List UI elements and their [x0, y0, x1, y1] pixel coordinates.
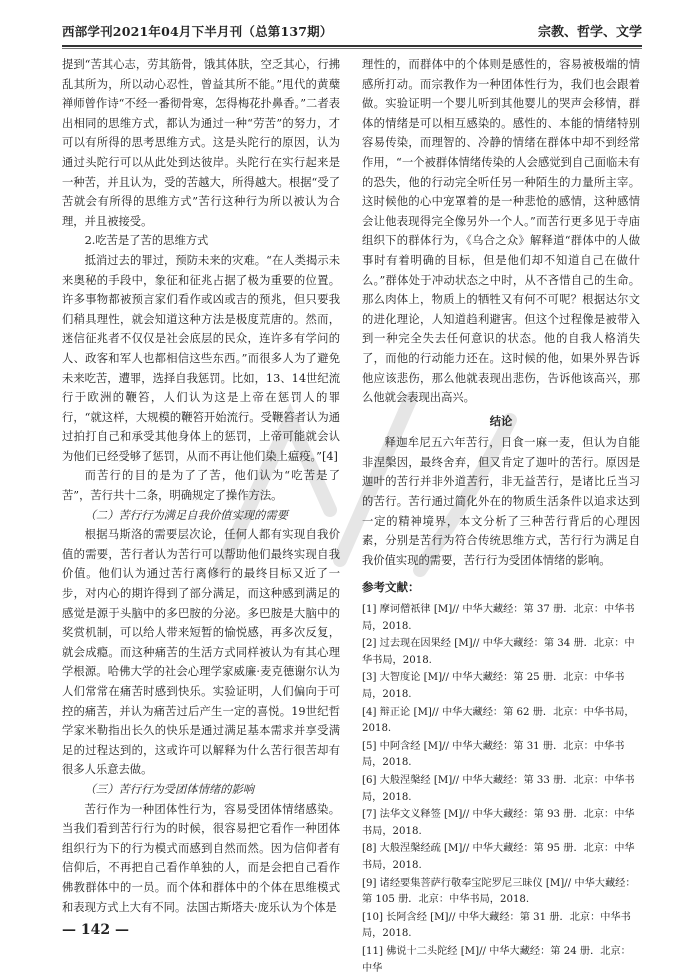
subheading: （二）苦行行为满足自我价值实现的需要: [84, 508, 288, 522]
reference-item: [6] 大般涅槃经 [M]// 中华大藏经：第 33 册．北京：中华书局，2018.: [362, 774, 635, 803]
reference-item: [5] 中阿含经 [M]// 中华大藏经：第 31 册．北京：中华书局，2018.: [362, 740, 625, 769]
paragraph: 释迦牟尼五六年苦行，日食一麻一麦，但认为自能非涅槃因，最终舍弃，但又肯定了迦叶的苦行。原因是迦叶的苦行并非外道苦行，非无益苦行，是诸比丘当习的苦行。苦行通过简化外在的物质生活条件以追求达到一定的精神境界，本文分析了三种苦行背后的心理因素，分别是苦行为符合传统思维方式，苦行行为满足自我价值实现的需要，苦行行为受团体情绪的影响。: [362, 436, 640, 567]
paragraph: 提到“苦其心志，劳其筋骨，饿其体肤，空乏其心，行拂乱其所为，所以动心忍性，曾益其所不能。”甩代的黄蘖禅师曾作诗“不经一番彻骨寒，怎得梅花扑鼻香。”二者表出相同的思维方式，都认为通过一种“劳苦”的努力，才可以有所得的思考思维方式。这是头陀行的原因，认为通过头陀行可以从此处到达彼岸。头陀行在实行起来是一种苦，并且认为，受的苦越大，所得越大。根据“受了苦就会有所得的思维方式”苦行这种行为所以被认为合理，并且被接受。: [62, 58, 340, 228]
reference-item: [7] 法华文义释签 [M]// 中华大藏经：第 93 册．北京：中华书局，2018.: [362, 809, 635, 837]
paragraph: 苦行作为一种团体性行为，容易受团体情绪感染。当我们看到苦行行为的时候，很容易把它看作一种团体组织行为下的行为模式而感到自然而然。因为信仰者有信仰后，不再把自己看作单独的人，而是会把自己看作佛教群体中的一员。而个体和群体中的个体在思维模式和表现方式上大有不同。法国古斯塔夫·庞乐认为个体是: [62, 802, 340, 914]
subheading: 2.吃苦是了苦的思维方式: [84, 234, 209, 248]
reference-item: [10] 长阿含经 [M]// 中华大藏经：第 31 册．北京：中华书局，2018.: [362, 911, 631, 940]
journal-title: 西部学刊2021年04月下半月刊（总第137期）: [62, 24, 333, 39]
reference-list: [362, 602, 640, 977]
references-heading: 参考文献：: [362, 580, 420, 595]
page-number: — 142 —: [62, 922, 129, 938]
header-rule: [62, 45, 642, 47]
subheading: （三）苦行行为受团体情绪的影响: [84, 782, 255, 796]
right-column: [362, 55, 640, 978]
left-column: [62, 55, 340, 917]
reference-item: [9] 诸经要集菩萨行敬奉宝陀罗尼三昧仪 [M]// 中华大藏经：第 105 册．北京：中华书局，2018.: [362, 877, 636, 906]
reference-item: [11] 佛说十二头陀经 [M]// 中华大藏经：第 24 册．北京：中华: [362, 945, 631, 974]
conclusion-heading: 结论: [489, 413, 513, 428]
reference-item: [4] 辩正论 [M]// 中华大藏经：第 62 册．北京：中华书局，2018.: [362, 706, 635, 735]
paragraph: 理性的，而群体中的个体则是感性的，容易被极端的情感所打动。而宗教作为一种团体性行为，我们也会跟着做。实验证明一个婴儿听到其他婴儿的哭声会移情，群体的情绪是可以相互感染的。感性的、本能的情绪特别容易传染，而理智的、冷静的情绪在群体中却不到经常作用，“一个被群体情绪传染的人会感觉到自己面临未有的恐失，他的行动完全听任另一种陌生的力量所主宰。这时候他的心中宠罩着的是一种悲怆的感情，这种感情会让他表现得完全像另外一个人。”而苦行更多见于寺庙组织下的群体行为，《乌合之众》解释道“群体中的人做事时有着明确的目标，但是他们却不知道自己在做什么。”群体处于冲动状态之中时，从不吝惜自己的生命。那么肉体上，物质上的牺牲又有何不可呢？根据达尔文的进化理论，人知道趋利避害。但这个过程像是被带入到一种完全失去任何意识的状态。他的自我人格消失了，而他的行动能力还在。这时候的他，如果外界告诉他应该悲伤，那么他就表现出悲伤，告诉他该高兴，那么他就会表现出高兴。: [362, 58, 640, 405]
paragraph: 根据马斯洛的需要层次论，任何人都有实现自我价值的需要，苦行者认为苦行可以帮助他们最终实现自我价值。他们认为通过苦行离修行的最终目标又近了一步，对内心的期许得到了部分满足，而这种感到满足的感觉是源于头脑中的多巴胺的分泌。多巴胺是大脑中的奖赏机制，可以给人带来短暂的愉悦感，再多次反复，就会成瘾。而这种痛苦的生活方式同样被认为有其心理学根源。哈佛大学的社会心理学家威廉·麦克德谢尔认为人们常常在痛苦时感到快乐。实验证明，人们偏向于可控的痛苦，并认为痛苦过后产生一定的喜悦。19世纪哲学家米勒指出长久的快乐是通过满足基本需求并享受满足的过程达到的，这或许可以解释为什么苦行很苦却有很多人乐意去做。: [62, 528, 340, 777]
paragraph: 而苦行的目的是为了了苦，他们认为“吃苦是了苦”，苦行共十二条，明确规定了操作方法。: [62, 469, 340, 503]
page-header: [62, 18, 642, 44]
header-rule-thin: [62, 48, 642, 49]
reference-item: [2] 过去现在因果经 [M]// 中华大藏经：第 34 册．北京：中华书局，2018.: [362, 638, 635, 666]
paragraph: 抵消过去的罪过，预防未来的灾难。“在人类揭示未来奥秘的手段中，象征和征兆占据了极为重要的位置。许多事物都被预言家们看作或凶或吉的预兆，但只要我们稍具理性，就会知道这种方法是极度荒唐的。然而，迷信征兆者不仅仅是社会底层的民众，连许多有学问的人、政客和军人也都相信这些东西。”而很多人为了避免未来吃苦，遭罪，选择自我惩罚。比如，13、14世纪流行于欧洲的鞭笞，人们认为这是上帝在惩罚人的罪行，“就这样，大规模的鞭笞开始流行。受鞭笞者认为通过拍打自己和承受其他身体上的惩罚，上帝可能就会认为他们已经受够了惩罚，从而不再让他们染上瘟疫。”[4]: [62, 253, 340, 463]
reference-item: [8] 大般涅槃经疏 [M]// 中华大藏经：第 95 册．北京：中华书局，2018.: [362, 843, 635, 871]
reference-item: [3] 大智度论 [M]// 中华大藏经：第 25 册．北京：中华书局，2018.: [362, 672, 625, 700]
section-title: 宗教、哲学、文学: [537, 25, 642, 40]
reference-item: [1] 摩诃僧祇律 [M]// 中华大藏经：第 37 册．北京：中华书局，2018.: [362, 604, 635, 632]
